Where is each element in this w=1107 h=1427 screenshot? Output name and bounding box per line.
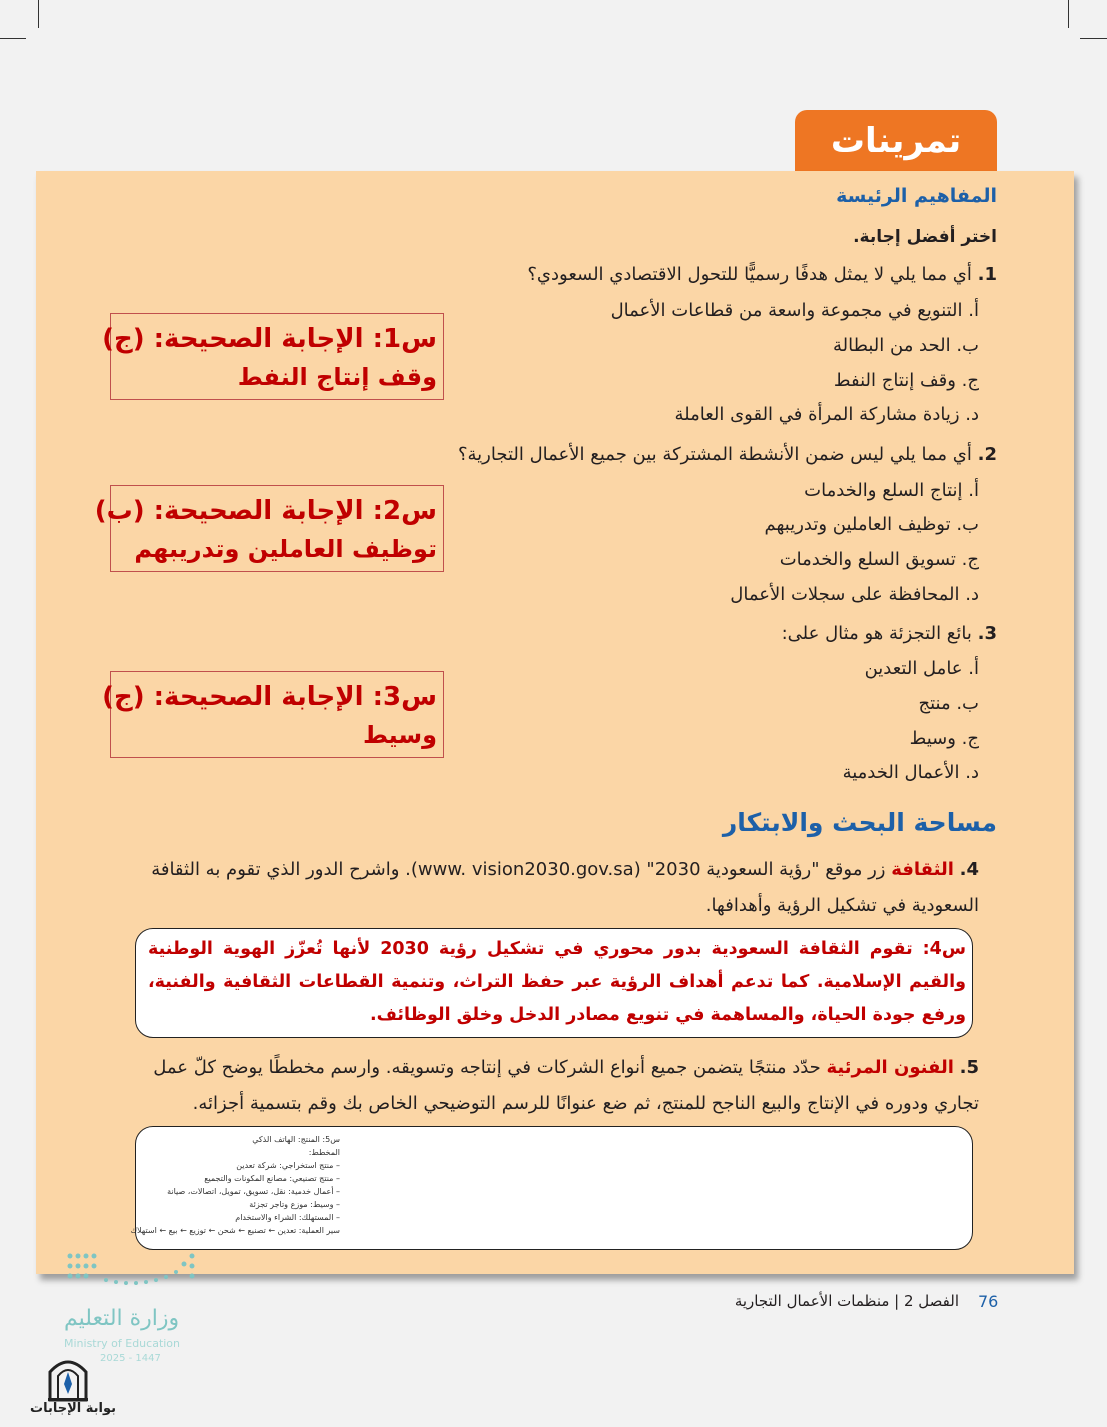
crop-mark (1080, 38, 1107, 39)
answer-line: – وسيط: موزع وتاجر تجزئة (249, 1200, 340, 1209)
question-text: أي مما يلي ليس ضمن الأنشطة المشتركة بين جميع الأعمال التجارية؟ (457, 444, 972, 465)
site-label: بوابة الإجابات (30, 1401, 116, 1416)
question-label: الفنون المرئية (826, 1057, 954, 1078)
ministry-name-ar: وزارة التعليم (64, 1306, 180, 1331)
instruction: اختر أفضل إجابة. (853, 227, 997, 247)
gate-logo-icon (44, 1350, 92, 1402)
answer-line: المخطط: (308, 1148, 340, 1157)
crop-mark (1068, 0, 1069, 28)
question-4 (119, 852, 979, 924)
question-3 (782, 623, 997, 644)
answer-text: س4: تقوم الثقافة السعودية بدور محوري في تشكيل رؤية 2030 لأنها تُعزّز الهوية الوطنية والقيم الإسلامية. كما تدعم أهداف الرؤية عبر حفظ التراث، وتنمية القطاعات الثقافية والفنية، ورفع جودة الحياة، والمساهمة في تنويع مصادر الدخل وخلق الوظائف. (148, 939, 966, 1025)
question-number: 1. (977, 264, 997, 285)
option: أ. التنويع في مجموعة واسعة من قطاعات الأعمال (610, 300, 979, 321)
page-number: 76 (978, 1292, 999, 1311)
option: ب. منتج (918, 693, 979, 714)
answer-text: وسيط (362, 721, 437, 749)
answer-box-3 (102, 671, 444, 758)
answer-box-4 (135, 928, 973, 1038)
question-text: حدّد منتجًا يتضمن جميع أنواع الشركات في إنتاجه وتسويقه. وارسم مخططًا يوضح كلّ عمل تجاري ودوره في الإنتاج والبيع الناجح للمنتج، ثم ضع عنوانًا للرسم التوضيحي الخاص بك وقم بتسمية أجزائه. (153, 1057, 979, 1114)
answer-label: س3: الإجابة الصحيحة: (ج) (102, 682, 437, 712)
question-number: 5. (959, 1057, 979, 1078)
question-number: 2. (977, 444, 997, 465)
chapter-title: الفصل 2 | منظمات الأعمال التجارية (734, 1292, 959, 1310)
ministry-year: 2025 - 1447 (100, 1353, 161, 1364)
question-label: الثقافة (891, 859, 954, 880)
question-number: 3. (977, 623, 997, 644)
research-title: مساحة البحث والابتكار (722, 808, 997, 837)
question-text: بائع التجزئة هو مثال على: (781, 623, 972, 644)
crop-mark (38, 0, 39, 28)
crop-mark (0, 38, 26, 39)
answer-line: – أعمال خدمية: نقل، تسويق، تمويل، اتصالات، صيانة (167, 1187, 340, 1196)
answer-text: توظيف العاملين وتدريبهم (134, 535, 437, 563)
ministry-name-en: Ministry of Education (64, 1337, 181, 1350)
answer-box-1 (102, 313, 444, 400)
option: د. زيادة مشاركة المرأة في القوى العاملة (674, 404, 979, 425)
option: ب. توظيف العاملين وتدريبهم (764, 514, 979, 535)
question-text: أي مما يلي لا يمثل هدفًا رسميًّا للتحول الاقتصادي السعودي؟ (527, 264, 972, 285)
question-5 (119, 1050, 979, 1122)
answer-box-2 (94, 485, 444, 572)
answer-line: – منتج تصنيعي: مصانع المكونات والتجميع (204, 1174, 340, 1183)
answer-text: وقف إنتاج النفط (237, 363, 437, 391)
question-text: زر موقع "رؤية السعودية 2030" (www. vision2030.gov.sa). واشرح الدور الذي تقوم به الثقافة السعودية في تشكيل الرؤية وأهدافها. (151, 859, 979, 916)
answer-box-5 (130, 1126, 973, 1250)
question-2 (458, 444, 997, 465)
question-number: 4. (959, 859, 979, 880)
option: د. المحافظة على سجلات الأعمال (730, 584, 979, 605)
option: د. الأعمال الخدمية (842, 762, 979, 783)
option: ج. وسيط (909, 728, 979, 749)
option: أ. عامل التعدين (864, 658, 979, 679)
ministry-logo-dots-icon (66, 1250, 198, 1288)
section-title: المفاهيم الرئيسة (836, 185, 997, 207)
answer-line: سير العملية: تعدين ← تصنيع ← شحن ← توزيع ← بيع ← استهلاك (130, 1226, 340, 1235)
answer-label: س2: الإجابة الصحيحة: (ب) (94, 496, 437, 526)
option: ب. الحد من البطالة (832, 335, 979, 356)
option: ج. تسويق السلع والخدمات (779, 549, 979, 570)
answer-label: س1: الإجابة الصحيحة: (ج) (102, 324, 437, 354)
answer-line: – المستهلك: الشراء والاستخدام (235, 1213, 340, 1222)
exercises-tab: تمرينات (795, 110, 997, 172)
question-1 (527, 264, 997, 285)
answer-line: س5: المنتج: الهاتف الذكي (252, 1135, 340, 1144)
option: أ. إنتاج السلع والخدمات (804, 480, 979, 501)
option: ج. وقف إنتاج النفط (833, 370, 979, 391)
answer-diagram-text (90, 1127, 340, 1237)
answer-line: – منتج استخراجي: شركة تعدين (236, 1161, 340, 1170)
